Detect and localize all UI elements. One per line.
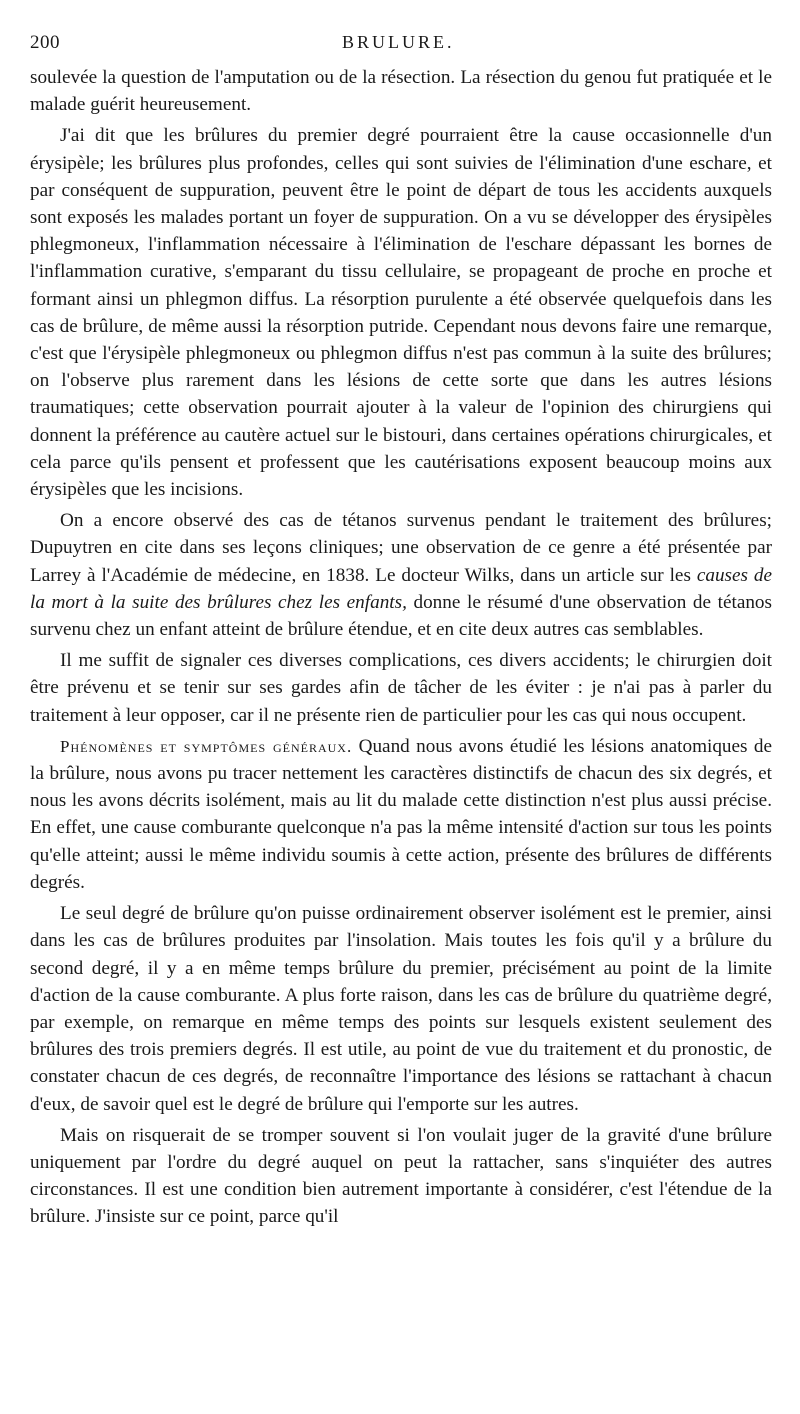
body-text bbox=[30, 64, 772, 1231]
section-heading: Phénomènes et symptômes généraux. bbox=[60, 736, 353, 756]
book-page bbox=[30, 28, 772, 1231]
paragraph-extent: Mais on risquerait de se tromper souvent si l'on voulait juger de la gravité d'une brûlure uniquement par l'ordre du degré auquel on peut la rattacher, sans s'inquiéter des autres circonstances. Il est une condition bien autrement importante à considérer, c'est l'étendue de la brûlure. J'insiste sur ce point, parce qu'il bbox=[30, 1124, 772, 1228]
paragraph-tetanus bbox=[30, 507, 772, 643]
tetanus-text-start: On a encore observé des cas de tétanos survenus pendant le traitement des brûlures; Dupuytren en cite dans ses leçons cliniques; une observation de ce genre a été présentée par Larrey à l'Académie de médecine, en 1838. Le docteur Wilks, dans un article sur les bbox=[30, 510, 772, 586]
paragraph-degrees: Le seul degré de brûlure qu'on puisse ordinairement observer isolément est le premier, ainsi dans les cas de brûlures produites par l'insolation. Mais toutes les fois qu'il y a brûlure du second degré, il y a en même temps brûlure du premier, précisément au point de la limite d'action de la cause comburante. A plus forte raison, dans les cas de brûlure du quatrième degré, par exemple, on remarque en même temps des points sur lesquels existent seulement des brûlures des trois premiers degrés. Il est utile, au point de vue du traitement et du pronostic, de constater chacun de ces degrés, de reconnaître l'importance des lésions se rattachant à chacun d'eux, de savoir quel est le degré de brûlure qui l'emporte sur les autres. bbox=[30, 903, 772, 1115]
phenomena-text: Quand nous avons étudié les lésions anatomiques de la brûlure, nous avons pu tracer nettement les caractères distinctifs de chacun des six degrés, et nous les avons décrits isolément, mais au lit du malade cette distinction n'est plus aussi précise. En effet, une cause comburante quelconque n'a pas la même intensité d'action sur tous les points qu'elle atteint; aussi le même individu soumis à cette action, présente des brûlures de différents degrés. bbox=[30, 735, 772, 893]
page-header bbox=[30, 28, 772, 58]
running-title: BRULURE. bbox=[342, 32, 455, 52]
article-title-italic: causes de la mort à la suite des brûlures chez les enfants, bbox=[30, 564, 772, 613]
paragraph-continuation: soulevée la question de l'amputation ou de la résection. La résection du genou fut pratiquée et le malade guérit heureusement. bbox=[30, 67, 772, 116]
tetanus-text-end: donne le résumé d'une observation de tétanos survenu chez un enfant atteint de brûlure étendue, et en cite deux autres cas semblables. bbox=[30, 591, 772, 641]
paragraph-phenomena bbox=[30, 733, 772, 896]
paragraph-complications: Il me suffit de signaler ces diverses complications, ces divers accidents; le chirurgien doit être prévenu et se tenir sur ses gardes afin de tâcher de les éviter : je n'ai pas à parler du traitement à leur opposer, car il ne présente rien de particulier pour les cas qui nous occupent. bbox=[30, 650, 772, 726]
page-number: 200 bbox=[30, 32, 60, 53]
paragraph-erysipelas: J'ai dit que les brûlures du premier degré pourraient être la cause occasionnelle d'un érysipèle; les brûlures plus profondes, celles qui sont suivies de l'élimination d'une eschare, et par conséquent de suppuration, peuvent être le point de départ de tous les accidents auxquels sont exposés les malades portant un foyer de suppuration. On a vu se développer des érysipèles phlegmoneux, l'inflammation nécessaire à l'élimination de l'eschare dépassant les bornes de l'inflammation curative, s'emparant du tissu cellulaire, se propageant de proche en proche et formant ainsi un phlegmon diffus. La résorption purulente a été observée quelquefois dans les cas de brûlure, de même aussi la résorption putride. Cependant nous devons faire une remarque, c'est que l'érysipèle phlegmoneux ou phlegmon diffus n'est pas commun à la suite des brûlures; on l'observe plus rarement dans les lésions de cette sorte que dans les autres lésions traumatiques; cette observation pourrait ajouter à la valeur de l'opinion des chirurgiens qui donnent la préférence au cautère actuel sur le bistouri, dans certaines opérations chirurgicales, et cela parce qu'ils pensent et professent que les cautérisations exposent beaucoup moins aux érysipèles que les incisions. bbox=[30, 125, 772, 501]
